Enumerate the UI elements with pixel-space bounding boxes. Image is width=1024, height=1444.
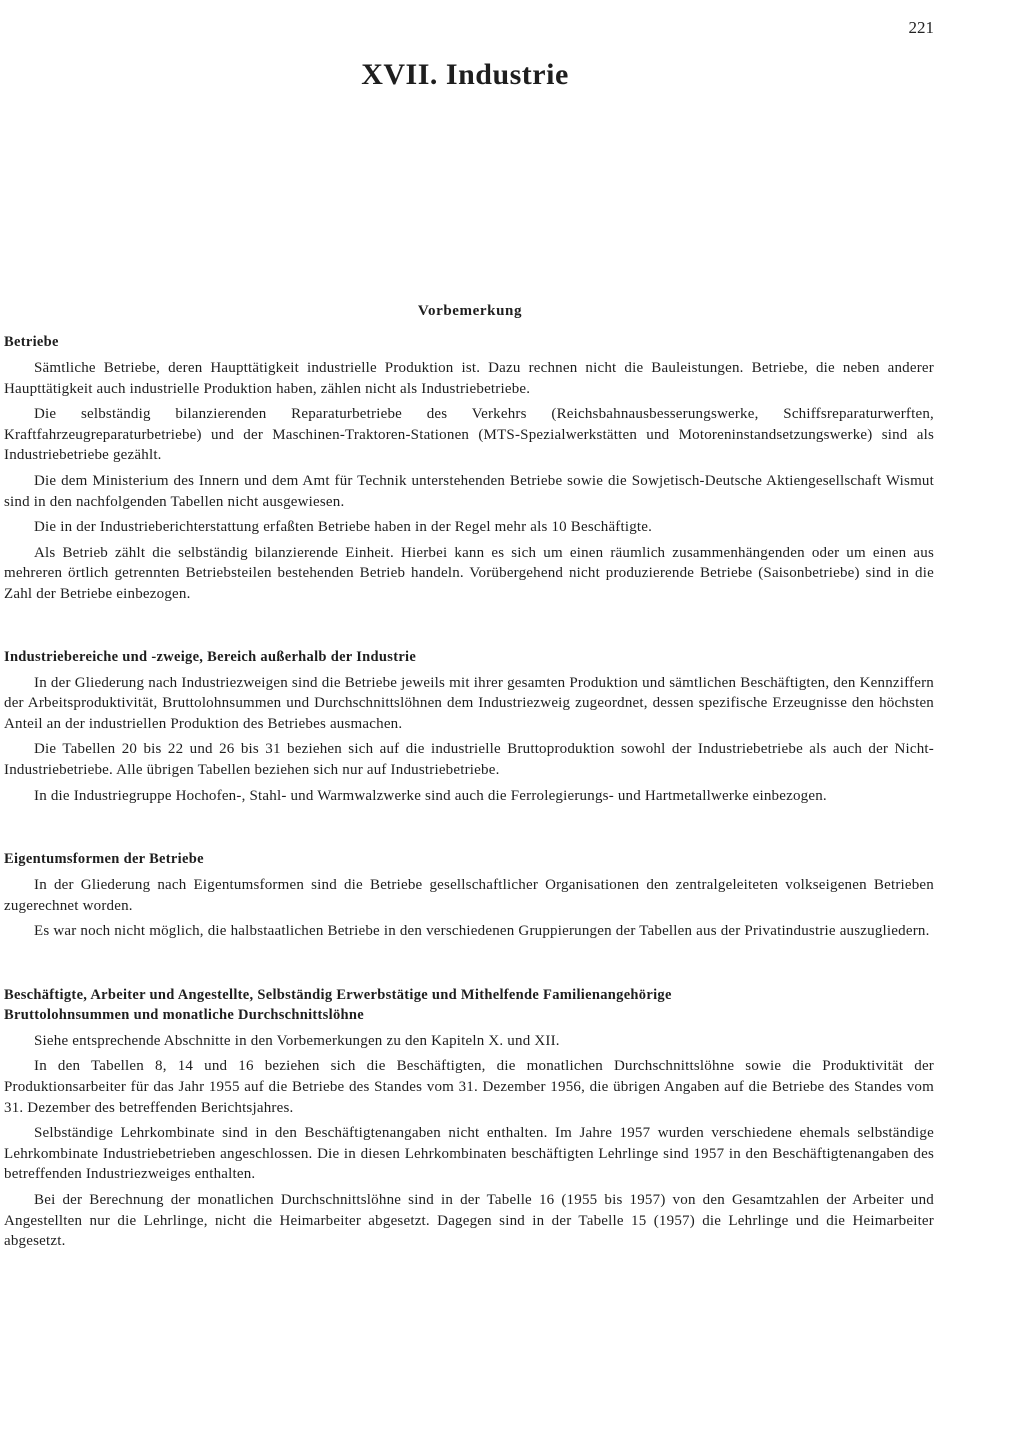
preface-title: Vorbemerkung: [417, 303, 523, 319]
paragraph: Als Betrieb zählt die selbständig bilanzierende Einheit. Hierbei kann es sich um einen räumlich zusammenhängenden oder um einen aus mehreren örtlich getrennten Betriebsteilen bestehenden Betrieb handeln. Vorübergehend nicht produzierende Betriebe (Saisonbetriebe) sind in die Zahl der Betriebe einbezogen.: [4, 544, 934, 602]
section-beschaeftigte: [4, 985, 934, 1252]
section-betriebe: [4, 332, 934, 605]
section-heading: [4, 849, 934, 869]
paragraph: In die Industriegruppe Hochofen-, Stahl- und Warmwalzwerke sind auch die Ferrolegierungs- und Hartmetallwerke einbezogen.: [34, 787, 827, 804]
page-number: 221: [908, 18, 934, 37]
paragraph: Die dem Ministerium des Innern und dem Amt für Technik unterstehenden Betriebe sowie die Sowjetisch-Deutsche Aktiengesellschaft Wismut sind in den nachfolgenden Tabellen nicht ausgewiesen.: [4, 472, 934, 510]
document-body: [4, 332, 934, 1257]
paragraph: Die selbständig bilanzierenden Reparaturbetriebe des Verkehrs (Reichsbahnausbesserungswerke, Schiffsreparaturwerften, Kraftfahrzeugreparaturbetriebe) und der Maschinen-Traktoren-Stationen (MTS-Spezialwerkstätten und Motoreninstandsetzungswerke) sind als Industriebetriebe gezählt.: [4, 406, 934, 464]
paragraph: Die Tabellen 20 bis 22 und 26 bis 31 beziehen sich auf die industrielle Bruttoproduktion sowohl der Industriebetriebe als auch der Nicht-Industriebetriebe. Alle übrigen Tabellen beziehen sich nur auf Industriebetriebe.: [4, 741, 934, 778]
section-heading-line: Beschäftigte, Arbeiter und Angestellte, Selbständig Erwerbstätige und Mithelfende Familienangehörige: [4, 986, 672, 1003]
paragraph: In der Gliederung nach Eigentumsformen sind die Betriebe gesellschaftlicher Organisationen den zentralgeleiteten volkseigenen Betrieben zugerechnet worden.: [4, 877, 934, 914]
section-heading: [4, 647, 934, 667]
paragraph: Siehe entsprechende Abschnitte in den Vorbemerkungen zu den Kapiteln X. und XII.: [34, 1032, 560, 1049]
section-heading-line: Industriebereiche und -zweige, Bereich außerhalb der Industrie: [4, 648, 417, 665]
section-heading: [4, 332, 934, 352]
section-industriebereiche: [4, 647, 934, 807]
section-heading: [4, 985, 934, 1025]
section-eigentumsformen: [4, 849, 934, 942]
paragraph: In den Tabellen 8, 14 und 16 beziehen sich die Beschäftigten, die monatlichen Durchschnittslöhne sowie die Produktivität der Produktionsarbeiter für das Jahr 1955 auf die Betriebe des Standes vom 31. Dezember 1956, die übrigen Angaben auf die Betriebe des Standes vom 31. Dezember des betreffenden Berichtsjahres.: [4, 1058, 934, 1116]
paragraph: Es war noch nicht möglich, die halbstaatlichen Betriebe in den verschiedenen Gruppierungen der Tabellen aus der Privatindustrie auszugliedern.: [34, 923, 930, 940]
paragraph: Bei der Berechnung der monatlichen Durchschnittslöhne sind in der Tabelle 16 (1955 bis 1957) von den Gesamtzahlen der Arbeiter und Angestellten nur die Lehrlinge, nicht die Heimarbeiter abgesetzt. Dagegen sind in der Tabelle 15 (1957) die Lehrlinge und die Heimarbeiter abgesetzt.: [4, 1192, 934, 1250]
paragraph: Die in der Industrieberichterstattung erfaßten Betriebe haben in der Regel mehr als 10 Beschäftigte.: [34, 519, 653, 536]
paragraph: In der Gliederung nach Industriezweigen sind die Betriebe jeweils mit ihrer gesamten Produktion und sämtlichen Beschäftigten, den Kennziffern der Arbeitsproduktivität, Bruttolohnsummen und Durchschnittslöhnen dem Industriezweig zugeordnet, dessen spezifische Erzeugnisse den höchsten Anteil an der industriellen Produktion des Betriebes ausmachen.: [4, 674, 934, 732]
section-heading-line: Bruttolohnsummen und monatliche Durchschnittslöhne: [4, 1006, 364, 1023]
paragraph: Selbständige Lehrkombinate sind in den Beschäftigtenangaben nicht enthalten. Im Jahre 1957 wurden verschiedene ehemals selbständige Lehrkombinate Industriebetrieben angeschlossen. Die in diesen Lehrkombinaten beschäftigten Lehrlinge sind 1957 in den Beschäftigtenangaben des betreffenden Industriezweiges enthalten.: [4, 1125, 934, 1183]
paragraph: Sämtliche Betriebe, deren Haupttätigkeit industrielle Produktion ist. Dazu rechnen nicht die Bauleistungen. Betriebe, die neben anderer Haupttätigkeit auch industrielle Produktion haben, zählen nicht als Industriebetriebe.: [4, 360, 934, 397]
section-heading-line: Eigentumsformen der Betriebe: [4, 851, 204, 868]
section-heading-line: Betriebe: [4, 334, 59, 350]
chapter-title: XVII. Industrie: [361, 58, 569, 91]
